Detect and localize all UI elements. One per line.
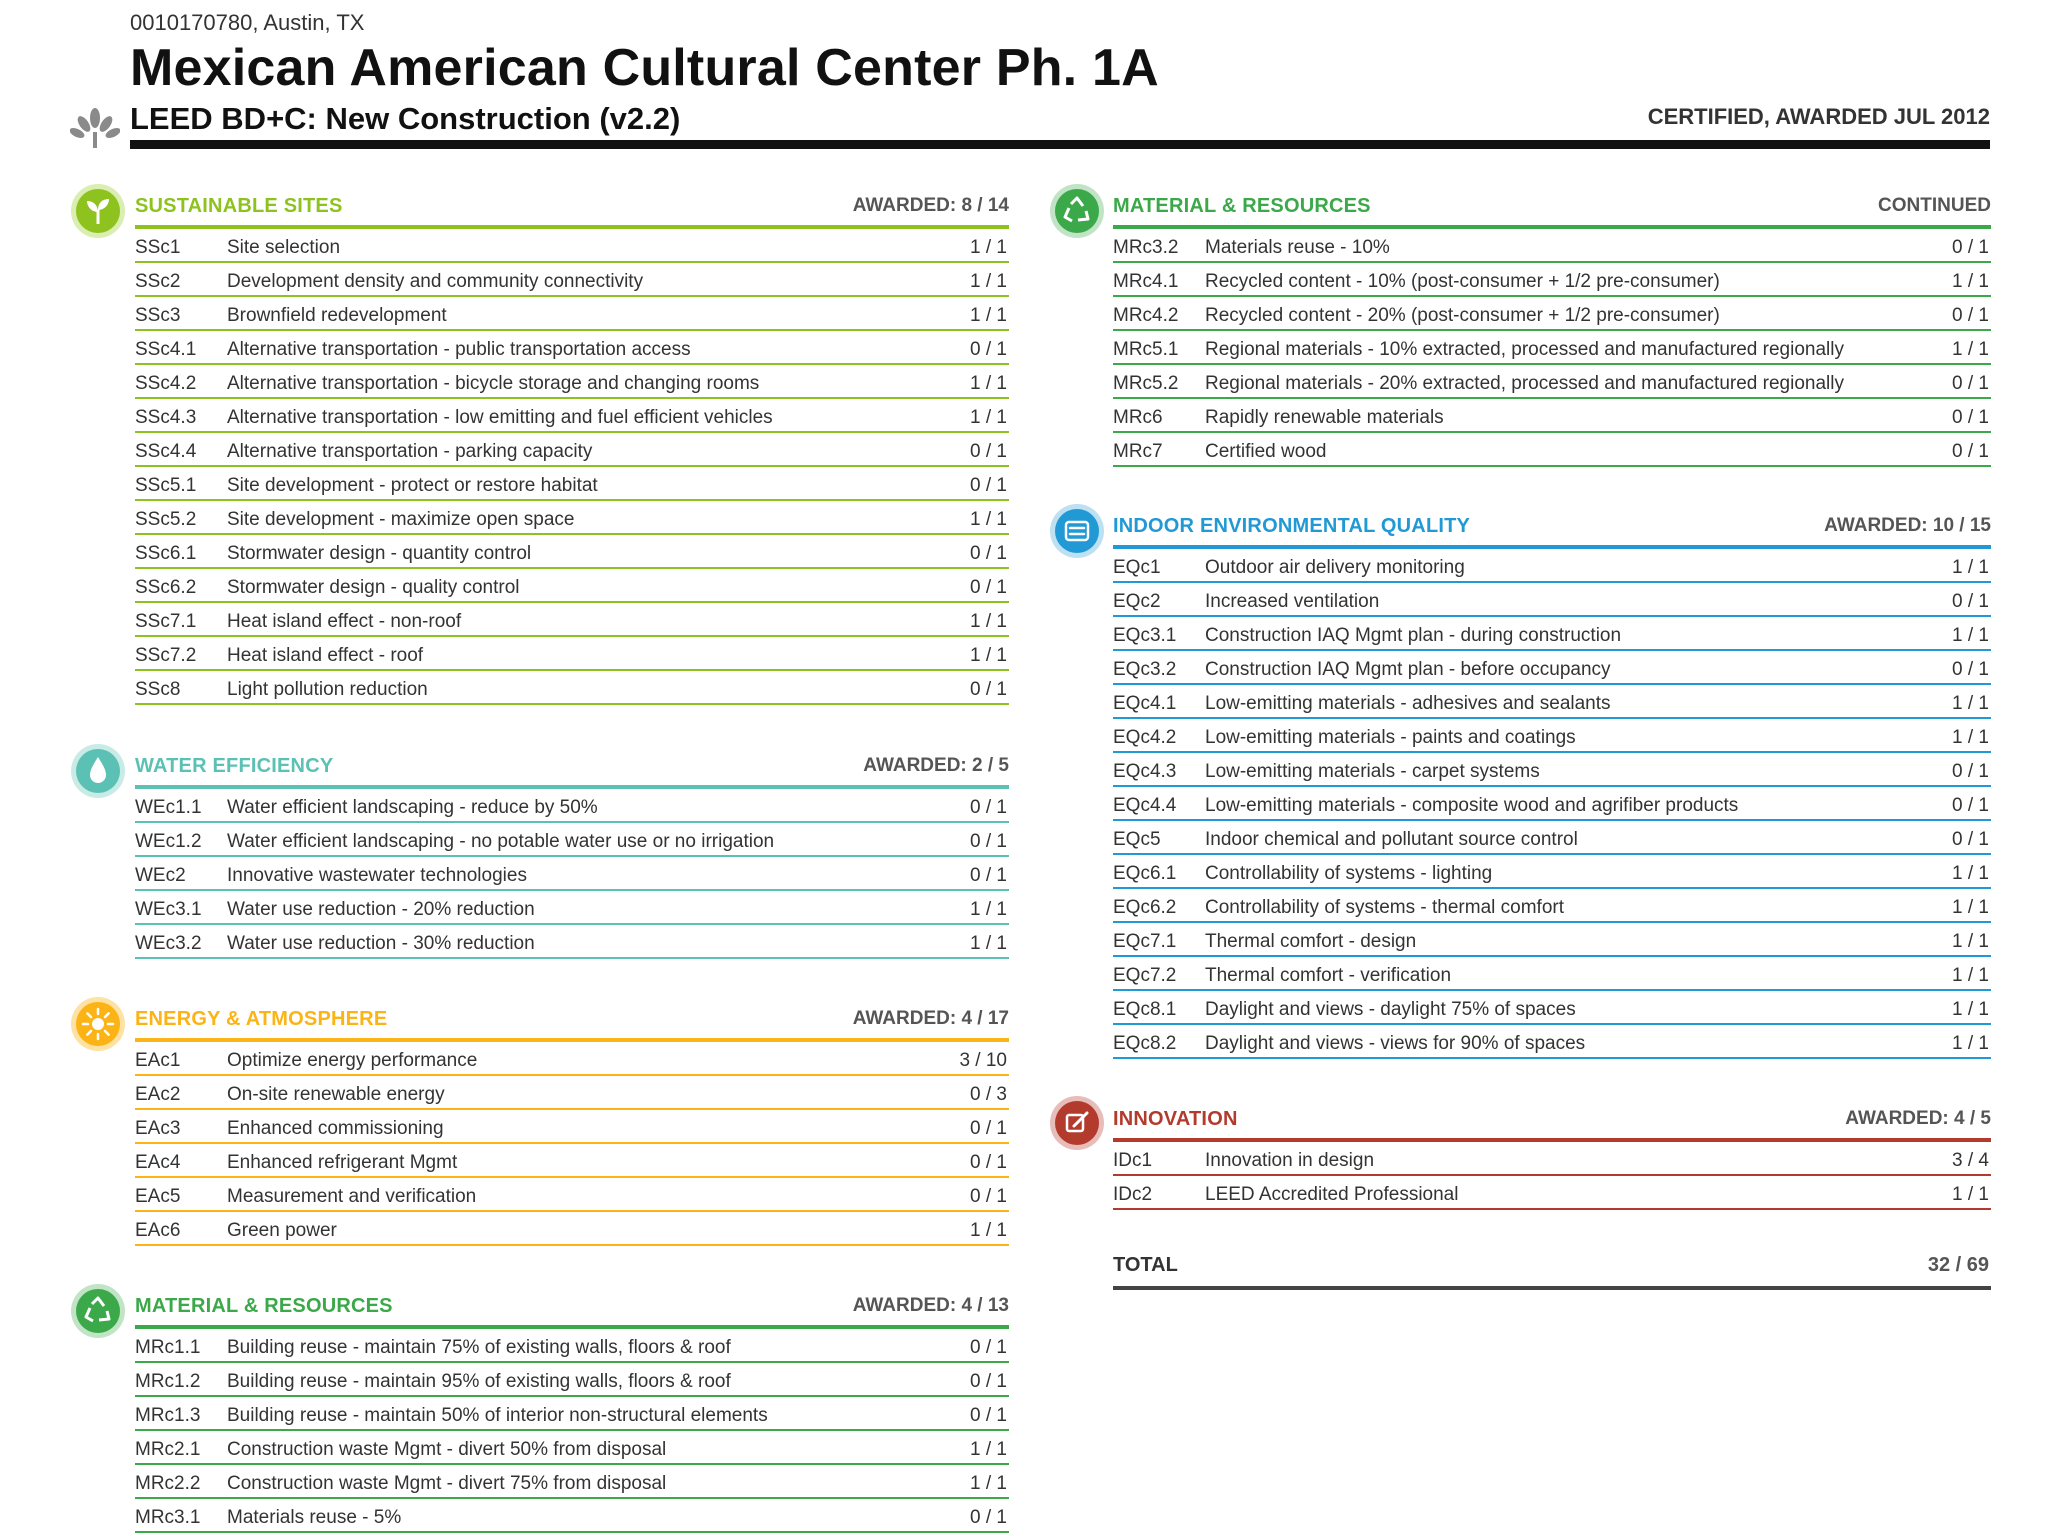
credit-row (135, 501, 1009, 535)
credit-code: SSc6.1 (135, 543, 197, 564)
credit-points: 1 / 1 (970, 373, 1007, 394)
credit-row (135, 671, 1009, 705)
credit-row (1113, 229, 1991, 263)
total-row (1113, 1248, 1991, 1294)
credit-name: Low-emitting materials - adhesives and sealants (1205, 693, 1611, 714)
credit-code: MRc2.2 (135, 1473, 201, 1494)
credit-points: 1 / 1 (970, 899, 1007, 920)
credit-points: 1 / 1 (970, 237, 1007, 258)
credit-points: 0 / 1 (970, 339, 1007, 360)
credit-row (135, 1465, 1009, 1499)
credit-row (1113, 365, 1991, 399)
credit-code: SSc7.2 (135, 645, 197, 666)
credit-row (1113, 719, 1991, 753)
credit-code: EQc2 (1113, 591, 1161, 612)
credit-name: Site development - protect or restore habitat (227, 475, 598, 496)
credit-points: 0 / 1 (970, 543, 1007, 564)
credit-name: Stormwater design - quality control (227, 577, 520, 598)
credit-row (135, 1178, 1009, 1212)
credit-points: 0 / 1 (970, 1371, 1007, 1392)
credit-code: EQc7.1 (1113, 931, 1177, 952)
credit-row (1113, 991, 1991, 1025)
credit-row (135, 535, 1009, 569)
credit-row (1113, 263, 1991, 297)
credit-list (135, 789, 1009, 959)
credit-code: EQc5 (1113, 829, 1161, 850)
credit-points: 0 / 1 (970, 441, 1007, 462)
credit-row (135, 857, 1009, 891)
credit-points: 1 / 1 (1952, 897, 1989, 918)
credit-name: Certified wood (1205, 441, 1327, 462)
credit-code: SSc7.1 (135, 611, 197, 632)
credit-name: Regional materials - 20% extracted, processed and manufactured regionally (1205, 373, 1844, 394)
credit-code: EQc4.3 (1113, 761, 1177, 782)
credit-name: Brownfield redevelopment (227, 305, 447, 326)
credit-code: SSc4.1 (135, 339, 197, 360)
credit-row (1113, 923, 1991, 957)
sprout-icon (71, 184, 125, 238)
credit-points: 0 / 1 (970, 797, 1007, 818)
credit-code: EQc3.2 (1113, 659, 1177, 680)
air-quality-icon (1050, 504, 1104, 558)
header-divider (130, 140, 1990, 149)
credit-row (1113, 1176, 1991, 1210)
section-header (1113, 1108, 1991, 1140)
credit-row (1113, 685, 1991, 719)
section-header (135, 1295, 1009, 1327)
credit-row (135, 229, 1009, 263)
recycle-icon (71, 1284, 125, 1338)
credit-name: Daylight and views - daylight 75% of spaces (1205, 999, 1576, 1020)
credit-points: 1 / 1 (1952, 625, 1989, 646)
credit-points: 1 / 1 (970, 1220, 1007, 1241)
credit-name: Construction IAQ Mgmt plan - before occupancy (1205, 659, 1611, 680)
credit-points: 0 / 1 (1952, 829, 1989, 850)
credit-code: SSc8 (135, 679, 181, 700)
credit-code: WEc2 (135, 865, 186, 886)
credit-name: Water efficient landscaping - no potable water use or no irrigation (227, 831, 775, 852)
credit-code: EQc3.1 (1113, 625, 1177, 646)
credit-name: Recycled content - 10% (post-consumer + 1/2 pre-consumer) (1205, 271, 1720, 292)
credit-points: 0 / 1 (970, 1507, 1007, 1528)
credit-name: Enhanced refrigerant Mgmt (227, 1152, 458, 1173)
credit-name: Measurement and verification (227, 1186, 477, 1207)
credit-points: 0 / 1 (970, 1186, 1007, 1207)
credit-points: 0 / 1 (1952, 591, 1989, 612)
innovation-pencil-icon (1050, 1096, 1104, 1150)
credit-points: 0 / 1 (1952, 761, 1989, 782)
credit-points: 1 / 1 (1952, 931, 1989, 952)
credit-code: EAc6 (135, 1220, 181, 1241)
section-header (1113, 195, 1991, 227)
credit-code: IDc2 (1113, 1184, 1153, 1205)
section-header (135, 755, 1009, 787)
credit-code: EQc4.1 (1113, 693, 1177, 714)
section-awarded: AWARDED: 4 / 13 (852, 1295, 1009, 1316)
credit-name: Enhanced commissioning (227, 1118, 444, 1139)
credit-points: 1 / 1 (970, 645, 1007, 666)
credit-name: Site development - maximize open space (227, 509, 575, 530)
credit-name: Water efficient landscaping - reduce by 50% (227, 797, 598, 818)
credit-name: LEED Accredited Professional (1205, 1184, 1459, 1205)
credit-row (1113, 1142, 1991, 1176)
credit-row (135, 263, 1009, 297)
credit-points: 0 / 1 (1952, 659, 1989, 680)
row-divider (1113, 1208, 1991, 1210)
credit-code: EQc7.2 (1113, 965, 1177, 986)
credit-code: EAc2 (135, 1084, 181, 1105)
section-header (1113, 515, 1991, 547)
credit-points: 0 / 1 (1952, 373, 1989, 394)
credit-name: Controllability of systems - thermal comfort (1205, 897, 1564, 918)
credit-name: Heat island effect - roof (227, 645, 424, 666)
credit-row (135, 467, 1009, 501)
credit-list (1113, 1142, 1991, 1210)
credit-name: Site selection (227, 237, 341, 258)
credit-name: Innovative wastewater technologies (227, 865, 527, 886)
credit-code: MRc7 (1113, 441, 1163, 462)
credit-code: WEc3.2 (135, 933, 202, 954)
credit-points: 0 / 1 (970, 831, 1007, 852)
credit-code: MRc6 (1113, 407, 1163, 428)
credit-row (1113, 617, 1991, 651)
credit-row (1113, 651, 1991, 685)
credit-list (135, 1042, 1009, 1246)
credit-row (1113, 583, 1991, 617)
credit-name: Rapidly renewable materials (1205, 407, 1444, 428)
credit-name: On-site renewable energy (227, 1084, 445, 1105)
row-divider (1113, 1057, 1991, 1059)
credit-code: EQc4.4 (1113, 795, 1177, 816)
credit-points: 1 / 1 (1952, 271, 1989, 292)
credit-row (135, 1329, 1009, 1363)
credit-points: 1 / 1 (970, 509, 1007, 530)
certification-status: CERTIFIED, AWARDED JUL 2012 (1647, 104, 1990, 129)
credit-name: Construction waste Mgmt - divert 75% from disposal (227, 1473, 667, 1494)
credit-name: Alternative transportation - low emitting and fuel efficient vehicles (227, 407, 773, 428)
row-divider (135, 1244, 1009, 1246)
credit-name: Indoor chemical and pollutant source control (1205, 829, 1578, 850)
credit-code: MRc3.2 (1113, 237, 1179, 258)
credit-code: EQc6.2 (1113, 897, 1177, 918)
credit-list (135, 229, 1009, 705)
credit-points: 0 / 1 (1952, 407, 1989, 428)
credit-row (1113, 821, 1991, 855)
credit-code: EAc5 (135, 1186, 181, 1207)
credit-name: Water use reduction - 30% reduction (227, 933, 535, 954)
credit-points: 0 / 1 (970, 679, 1007, 700)
credit-code: EQc8.2 (1113, 1033, 1177, 1054)
credit-list (135, 1329, 1009, 1533)
credit-code: MRc1.1 (135, 1337, 201, 1358)
credit-name: Innovation in design (1205, 1150, 1375, 1171)
credit-row (135, 1042, 1009, 1076)
credit-points: 1 / 1 (970, 407, 1007, 428)
credit-name: Increased ventilation (1205, 591, 1380, 612)
credit-name: Regional materials - 10% extracted, processed and manufactured regionally (1205, 339, 1844, 360)
credit-points: 1 / 1 (1952, 863, 1989, 884)
credit-name: Alternative transportation - parking capacity (227, 441, 593, 462)
credit-code: SSc4.2 (135, 373, 197, 394)
credit-code: SSc5.1 (135, 475, 197, 496)
credit-row (135, 1363, 1009, 1397)
credit-name: Stormwater design - quantity control (227, 543, 532, 564)
credit-name: Green power (227, 1220, 337, 1241)
row-divider (135, 957, 1009, 959)
credit-points: 0 / 1 (1952, 441, 1989, 462)
credit-code: EQc6.1 (1113, 863, 1177, 884)
credit-row (1113, 787, 1991, 821)
credit-points: 1 / 1 (1952, 1184, 1989, 1205)
credit-points: 0 / 1 (970, 865, 1007, 886)
credit-row (135, 1110, 1009, 1144)
credit-name: Low-emitting materials - composite wood and agrifiber products (1205, 795, 1739, 816)
credit-name: Construction waste Mgmt - divert 50% from disposal (227, 1439, 667, 1460)
credit-name: Thermal comfort - verification (1205, 965, 1452, 986)
credit-points: 0 / 1 (970, 1337, 1007, 1358)
row-divider (135, 703, 1009, 705)
credit-code: SSc6.2 (135, 577, 197, 598)
credit-code: MRc5.1 (1113, 339, 1179, 360)
row-divider (1113, 465, 1991, 467)
section-title: INDOOR ENVIRONMENTAL QUALITY (1113, 515, 1471, 537)
section-title: MATERIAL & RESOURCES (135, 1295, 393, 1317)
section-title: MATERIAL & RESOURCES (1113, 195, 1371, 217)
credit-points: 1 / 1 (970, 305, 1007, 326)
credit-points: 0 / 1 (1952, 305, 1989, 326)
credit-code: MRc1.2 (135, 1371, 201, 1392)
credit-row (135, 399, 1009, 433)
credit-code: WEc1.2 (135, 831, 202, 852)
credit-points: 3 / 10 (959, 1050, 1007, 1071)
credit-points: 1 / 1 (1952, 339, 1989, 360)
credit-code: IDc1 (1113, 1150, 1153, 1171)
credit-row (1113, 1025, 1991, 1059)
credit-row (1113, 549, 1991, 583)
credit-code: MRc1.3 (135, 1405, 201, 1426)
credit-name: Materials reuse - 10% (1205, 237, 1390, 258)
section-awarded: AWARDED: 4 / 5 (1845, 1108, 1991, 1129)
credit-points: 0 / 1 (1952, 795, 1989, 816)
section-title: SUSTAINABLE SITES (135, 195, 343, 217)
credit-code: SSc5.2 (135, 509, 197, 530)
project-id: 0010170780, Austin, TX (130, 10, 365, 35)
credit-code: EQc4.2 (1113, 727, 1177, 748)
credit-code: EAc1 (135, 1050, 181, 1071)
credit-code: EAc3 (135, 1118, 181, 1139)
section-title: WATER EFFICIENCY (135, 755, 334, 777)
credit-code: EQc8.1 (1113, 999, 1177, 1020)
credit-row (1113, 399, 1991, 433)
credit-code: SSc4.3 (135, 407, 197, 428)
credit-points: 3 / 4 (1952, 1150, 1989, 1171)
credit-points: 1 / 1 (970, 611, 1007, 632)
credit-row (135, 789, 1009, 823)
credit-name: Construction IAQ Mgmt plan - during construction (1205, 625, 1622, 646)
credit-name: Development density and community connectivity (227, 271, 644, 292)
credit-row (135, 1076, 1009, 1110)
credit-list (1113, 549, 1991, 1059)
total-value: 32 / 69 (1927, 1254, 1989, 1276)
credit-points: 1 / 1 (1952, 999, 1989, 1020)
section-title: INNOVATION (1113, 1108, 1238, 1130)
section-awarded: AWARDED: 4 / 17 (852, 1008, 1009, 1029)
section-header (135, 195, 1009, 227)
section-header (135, 1008, 1009, 1040)
credit-row (135, 1144, 1009, 1178)
credit-name: Building reuse - maintain 75% of existing walls, floors & roof (227, 1337, 731, 1358)
credit-row (135, 433, 1009, 467)
credit-points: 1 / 1 (1952, 557, 1989, 578)
credit-row (135, 1397, 1009, 1431)
credit-row (135, 637, 1009, 671)
credit-row (135, 331, 1009, 365)
credit-code: MRc3.1 (135, 1507, 201, 1528)
credit-points: 1 / 1 (1952, 965, 1989, 986)
water-drop-icon (71, 744, 125, 798)
section-title: ENERGY & ATMOSPHERE (135, 1008, 388, 1030)
credit-row (1113, 957, 1991, 991)
credit-code: MRc4.1 (1113, 271, 1179, 292)
credit-row (135, 365, 1009, 399)
credit-name: Outdoor air delivery monitoring (1205, 557, 1465, 578)
rating-system: LEED BD+C: New Construction (v2.2) (130, 101, 681, 136)
section-awarded: AWARDED: 8 / 14 (852, 195, 1009, 216)
credit-row (135, 603, 1009, 637)
credit-code: EAc4 (135, 1152, 181, 1173)
credit-row (1113, 753, 1991, 787)
credit-name: Building reuse - maintain 50% of interior non-structural elements (227, 1405, 768, 1426)
credit-code: SSc4.4 (135, 441, 197, 462)
credit-name: Alternative transportation - public transportation access (227, 339, 691, 360)
credit-code: MRc4.2 (1113, 305, 1179, 326)
recycle-icon (1050, 184, 1104, 238)
credit-points: 0 / 1 (1952, 237, 1989, 258)
credit-points: 1 / 1 (1952, 693, 1989, 714)
credit-name: Water use reduction - 20% reduction (227, 899, 535, 920)
total-rule (1113, 1286, 1991, 1290)
scorecard-header (0, 0, 2048, 150)
credit-code: SSc2 (135, 271, 181, 292)
credit-name: Building reuse - maintain 95% of existing walls, floors & roof (227, 1371, 731, 1392)
credit-row (1113, 889, 1991, 923)
credit-name: Daylight and views - views for 90% of spaces (1205, 1033, 1586, 1054)
credit-row (1113, 855, 1991, 889)
credit-name: Heat island effect - non-roof (227, 611, 462, 632)
credit-points: 0 / 3 (970, 1084, 1007, 1105)
credit-code: MRc5.2 (1113, 373, 1179, 394)
leed-leaf-icon (70, 106, 120, 150)
credit-code: SSc1 (135, 237, 181, 258)
credit-row (135, 1499, 1009, 1533)
credit-row (135, 297, 1009, 331)
credit-code: SSc3 (135, 305, 181, 326)
sun-icon (71, 997, 125, 1051)
credit-points: 0 / 1 (970, 1152, 1007, 1173)
credit-row (1113, 297, 1991, 331)
credit-code: EQc1 (1113, 557, 1161, 578)
credit-row (1113, 331, 1991, 365)
credit-row (135, 925, 1009, 959)
section-awarded: AWARDED: 2 / 5 (863, 755, 1009, 776)
credit-points: 1 / 1 (1952, 727, 1989, 748)
credit-list (1113, 229, 1991, 467)
credit-points: 0 / 1 (970, 1405, 1007, 1426)
credit-name: Recycled content - 20% (post-consumer + 1/2 pre-consumer) (1205, 305, 1720, 326)
project-title: Mexican American Cultural Center Ph. 1A (130, 39, 1159, 97)
credit-row (135, 569, 1009, 603)
credit-name: Low-emitting materials - carpet systems (1205, 761, 1540, 782)
credit-code: WEc3.1 (135, 899, 202, 920)
credit-name: Materials reuse - 5% (227, 1507, 402, 1528)
credit-name: Thermal comfort - design (1205, 931, 1417, 952)
credit-row (135, 891, 1009, 925)
credit-points: 1 / 1 (970, 271, 1007, 292)
section-awarded: AWARDED: 10 / 15 (1824, 515, 1991, 536)
credit-points: 1 / 1 (970, 933, 1007, 954)
credit-row (135, 823, 1009, 857)
credit-name: Alternative transportation - bicycle storage and changing rooms (227, 373, 760, 394)
section-awarded: CONTINUED (1878, 195, 1991, 216)
credit-points: 0 / 1 (970, 475, 1007, 496)
credit-row (135, 1431, 1009, 1465)
credit-points: 0 / 1 (970, 1118, 1007, 1139)
row-divider (135, 1531, 1009, 1533)
credit-name: Optimize energy performance (227, 1050, 478, 1071)
credit-name: Light pollution reduction (227, 679, 428, 700)
credit-name: Controllability of systems - lighting (1205, 863, 1493, 884)
credit-name: Low-emitting materials - paints and coatings (1205, 727, 1576, 748)
credit-code: MRc2.1 (135, 1439, 201, 1460)
credit-points: 1 / 1 (970, 1473, 1007, 1494)
credit-points: 1 / 1 (1952, 1033, 1989, 1054)
credit-points: 0 / 1 (970, 577, 1007, 598)
credit-code: WEc1.1 (135, 797, 202, 818)
credit-points: 1 / 1 (970, 1439, 1007, 1460)
credit-row (1113, 433, 1991, 467)
total-label: TOTAL (1113, 1254, 1178, 1276)
credit-row (135, 1212, 1009, 1246)
